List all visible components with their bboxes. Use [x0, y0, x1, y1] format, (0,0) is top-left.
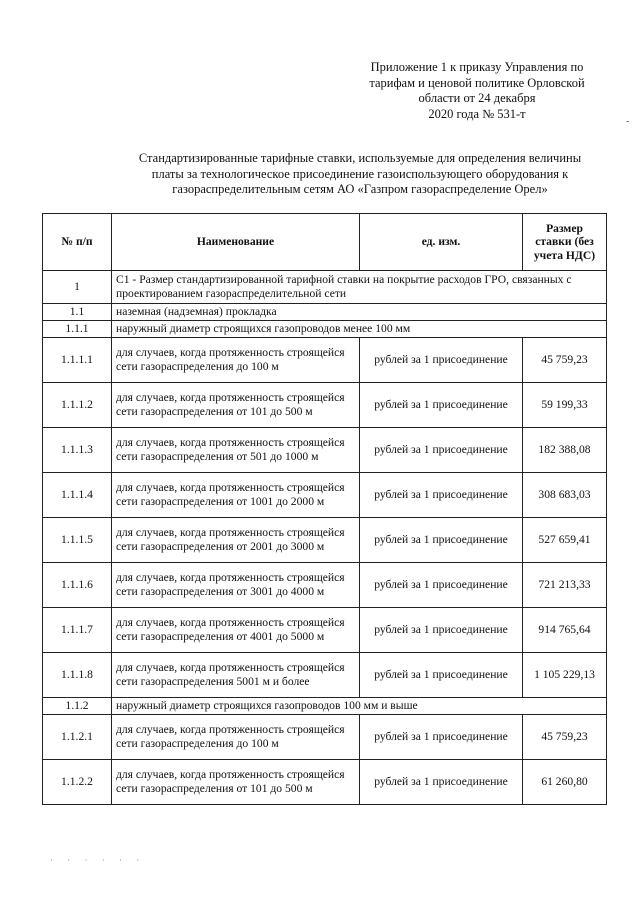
title-line: платы за технологическое присоединение газоиспользующего оборудования к: [151, 166, 569, 181]
table-row: [43, 304, 607, 321]
row-number: 1.1.1: [43, 321, 112, 338]
row-name: для случаев, когда протяженность строящейся сети газораспределения от 3001 до 4000 м: [112, 563, 360, 608]
table-row: [43, 715, 607, 760]
row-number: 1.1.2.1: [43, 715, 112, 760]
appendix-line: 2020 года № 531-т: [428, 106, 526, 121]
row-name: для случаев, когда протяженность строящейся сети газораспределения 5001 м и более: [112, 653, 360, 698]
row-name: для случаев, когда протяженность строящейся сети газораспределения до 100 м: [112, 715, 360, 760]
row-unit: рублей за 1 присоединение: [360, 383, 523, 428]
table-row: [43, 271, 607, 304]
row-number: 1.1.1.1: [43, 338, 112, 383]
row-value: 1 105 229,13: [523, 653, 607, 698]
column-header-unit: ед. изм.: [360, 214, 523, 271]
column-header-value: Размер ставки (без учета НДС): [523, 214, 607, 271]
row-number: 1: [43, 271, 112, 304]
row-unit: рублей за 1 присоединение: [360, 428, 523, 473]
table-body: [43, 271, 607, 805]
table-row: [43, 518, 607, 563]
table-row: [43, 563, 607, 608]
row-value: 182 388,08: [523, 428, 607, 473]
row-number: 1.1: [43, 304, 112, 321]
row-unit: рублей за 1 присоединение: [360, 473, 523, 518]
row-value: 527 659,41: [523, 518, 607, 563]
appendix-line: области от 24 декабря: [418, 91, 536, 105]
appendix-line: Приложение 1 к приказу Управления по: [370, 60, 584, 74]
row-number: 1.1.2.2: [43, 760, 112, 805]
row-name: для случаев, когда протяженность строящейся сети газораспределения до 100 м: [112, 338, 360, 383]
document-title: [100, 151, 620, 198]
row-unit: рублей за 1 присоединение: [360, 518, 523, 563]
row-value: 308 683,03: [523, 473, 607, 518]
table-row: [43, 428, 607, 473]
row-number: 1.1.1.5: [43, 518, 112, 563]
row-name: наружный диаметр строящихся газопроводов 100 мм и выше: [112, 698, 607, 715]
column-header-num: № п/п: [43, 214, 112, 271]
table-row: [43, 383, 607, 428]
row-unit: рублей за 1 присоединение: [360, 608, 523, 653]
row-number: 1.1.1.2: [43, 383, 112, 428]
row-name: наземная (надземная) прокладка: [112, 304, 607, 321]
row-unit: рублей за 1 присоединение: [360, 715, 523, 760]
appendix-line: тарифам и ценовой политике Орловской: [369, 75, 585, 90]
row-number: 1.1.1.6: [43, 563, 112, 608]
row-value: 721 213,33: [523, 563, 607, 608]
table-row: [43, 338, 607, 383]
scan-specks: · · · · · ·: [50, 855, 146, 865]
row-value: 45 759,23: [523, 338, 607, 383]
table-row: [43, 473, 607, 518]
appendix-note: [352, 60, 602, 122]
table-row: [43, 698, 607, 715]
row-value: 45 759,23: [523, 715, 607, 760]
rates-table: [42, 213, 607, 805]
row-name: для случаев, когда протяженность строящейся сети газораспределения от 101 до 500 м: [112, 383, 360, 428]
column-header-name: Наименование: [112, 214, 360, 271]
table-row: [43, 653, 607, 698]
row-unit: рублей за 1 присоединение: [360, 563, 523, 608]
table-row: [43, 760, 607, 805]
title-line: Стандартизированные тарифные ставки, используемые для определения величины: [138, 151, 582, 165]
margin-mark: -: [626, 116, 630, 127]
row-unit: рублей за 1 присоединение: [360, 760, 523, 805]
table-row: [43, 608, 607, 653]
row-name: для случаев, когда протяженность строящейся сети газораспределения от 501 до 1000 м: [112, 428, 360, 473]
row-name: С1 - Размер стандартизированной тарифной ставки на покрытие расходов ГРО, связанных с проектированием газораспределительной сети: [112, 271, 607, 304]
row-value: 914 765,64: [523, 608, 607, 653]
row-unit: рублей за 1 присоединение: [360, 338, 523, 383]
row-number: 1.1.2: [43, 698, 112, 715]
row-number: 1.1.1.3: [43, 428, 112, 473]
row-unit: рублей за 1 присоединение: [360, 653, 523, 698]
row-number: 1.1.1.4: [43, 473, 112, 518]
row-number: 1.1.1.8: [43, 653, 112, 698]
row-name: для случаев, когда протяженность строящейся сети газораспределения от 2001 до 3000 м: [112, 518, 360, 563]
row-name: наружный диаметр строящихся газопроводов менее 100 мм: [112, 321, 607, 338]
table-row: [43, 321, 607, 338]
row-name: для случаев, когда протяженность строящейся сети газораспределения от 1001 до 2000 м: [112, 473, 360, 518]
row-value: 59 199,33: [523, 383, 607, 428]
row-name: для случаев, когда протяженность строящейся сети газораспределения от 101 до 500 м: [112, 760, 360, 805]
row-value: 61 260,80: [523, 760, 607, 805]
row-name: для случаев, когда протяженность строящейся сети газораспределения от 4001 до 5000 м: [112, 608, 360, 653]
row-number: 1.1.1.7: [43, 608, 112, 653]
title-line: газораспределительным сетям АО «Газпром газораспределение Орел»: [172, 182, 548, 196]
table-header-row: [43, 214, 607, 271]
